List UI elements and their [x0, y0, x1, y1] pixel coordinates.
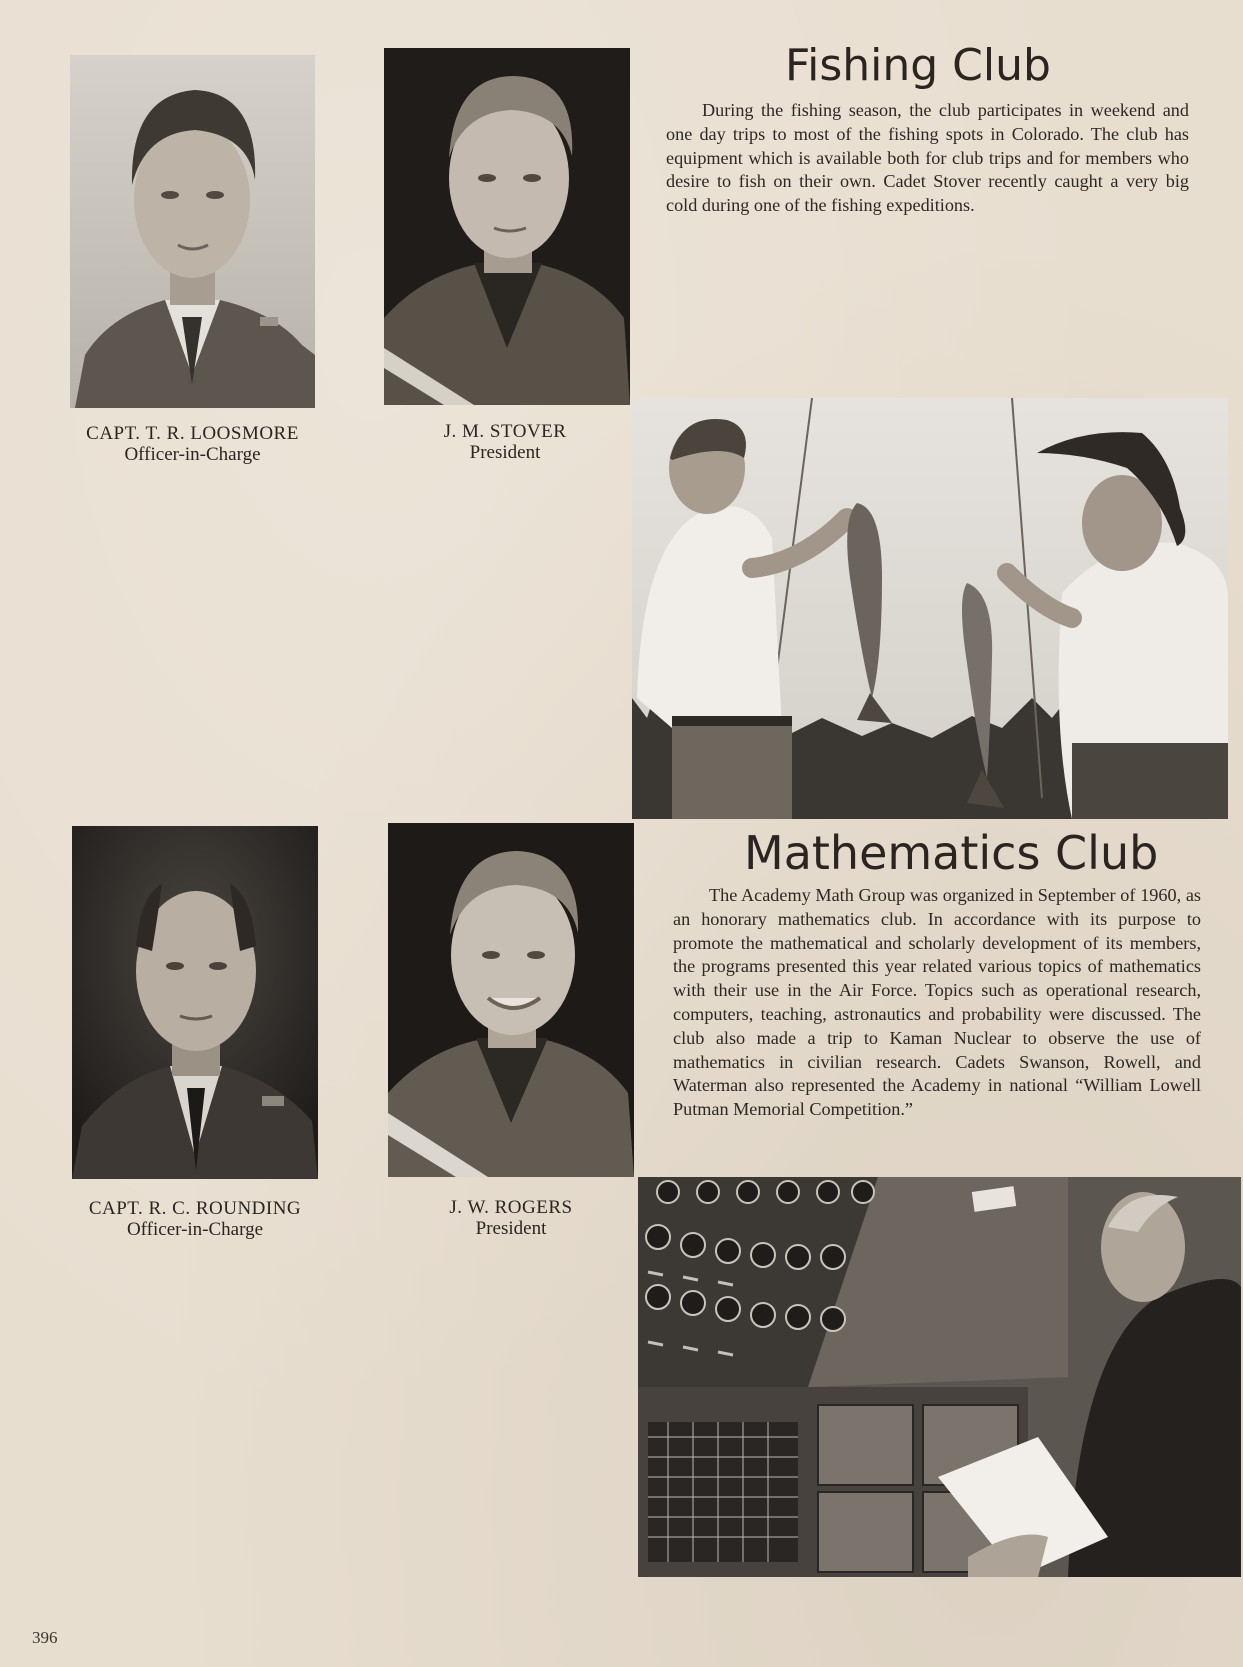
mathematics-club-description: The Academy Math Group was organized in September of 1960, as an honorary mathematics club. In accordance with its purpose to promote the mathematical and scholarly development of its members, the programs presented this year related various topics of mathematics with their use in the Air Force. Topics such as operational research, computers, teaching, astronautics and probability were discussed. The club also made a trip to Kaman Nuclear to observe the use of mathematics in civilian research. Cadets Swanson, Rowell, and Waterman also represented the Academy in national “William Lowell Putman Memorial Competition.” [673, 885, 1201, 1120]
loosmore-name: CAPT. T. R. LOOSMORE [86, 423, 299, 444]
stover-portrait-photo [384, 48, 630, 405]
loosmore-role: Officer-in-Charge [124, 444, 261, 465]
stover-role: President [469, 442, 541, 463]
fishing-trip-photo [632, 398, 1228, 819]
page-number: 396 [32, 1628, 58, 1647]
stover-caption [395, 421, 615, 463]
loosmore-caption [60, 423, 325, 465]
rounding-caption [65, 1198, 325, 1240]
rounding-role: Officer-in-Charge [126, 1219, 264, 1240]
fishing-club-description: During the fishing season, the club participates in weekend and one day trips to most of the fishing spots in Colorado. The club has equipment which is available both for club trips and for members who desire to fish on their own. Cadet Stover recently caught a very big cold during one of the fishing expeditions. [666, 100, 1189, 216]
stover-name: J. M. STOVER [443, 421, 567, 442]
rogers-role: President [475, 1218, 547, 1239]
loosmore-portrait-photo [70, 55, 315, 408]
fishing-club-title: Fishing Club [785, 40, 1051, 91]
rogers-caption [400, 1197, 622, 1239]
rounding-portrait-photo [72, 826, 318, 1179]
rogers-portrait-photo [388, 823, 634, 1177]
computer-console-photo [638, 1177, 1241, 1577]
mathematics-club-title: Mathematics Club [744, 826, 1159, 880]
rogers-name: J. W. ROGERS [449, 1197, 573, 1218]
rounding-name: CAPT. R. C. ROUNDING [88, 1198, 302, 1219]
